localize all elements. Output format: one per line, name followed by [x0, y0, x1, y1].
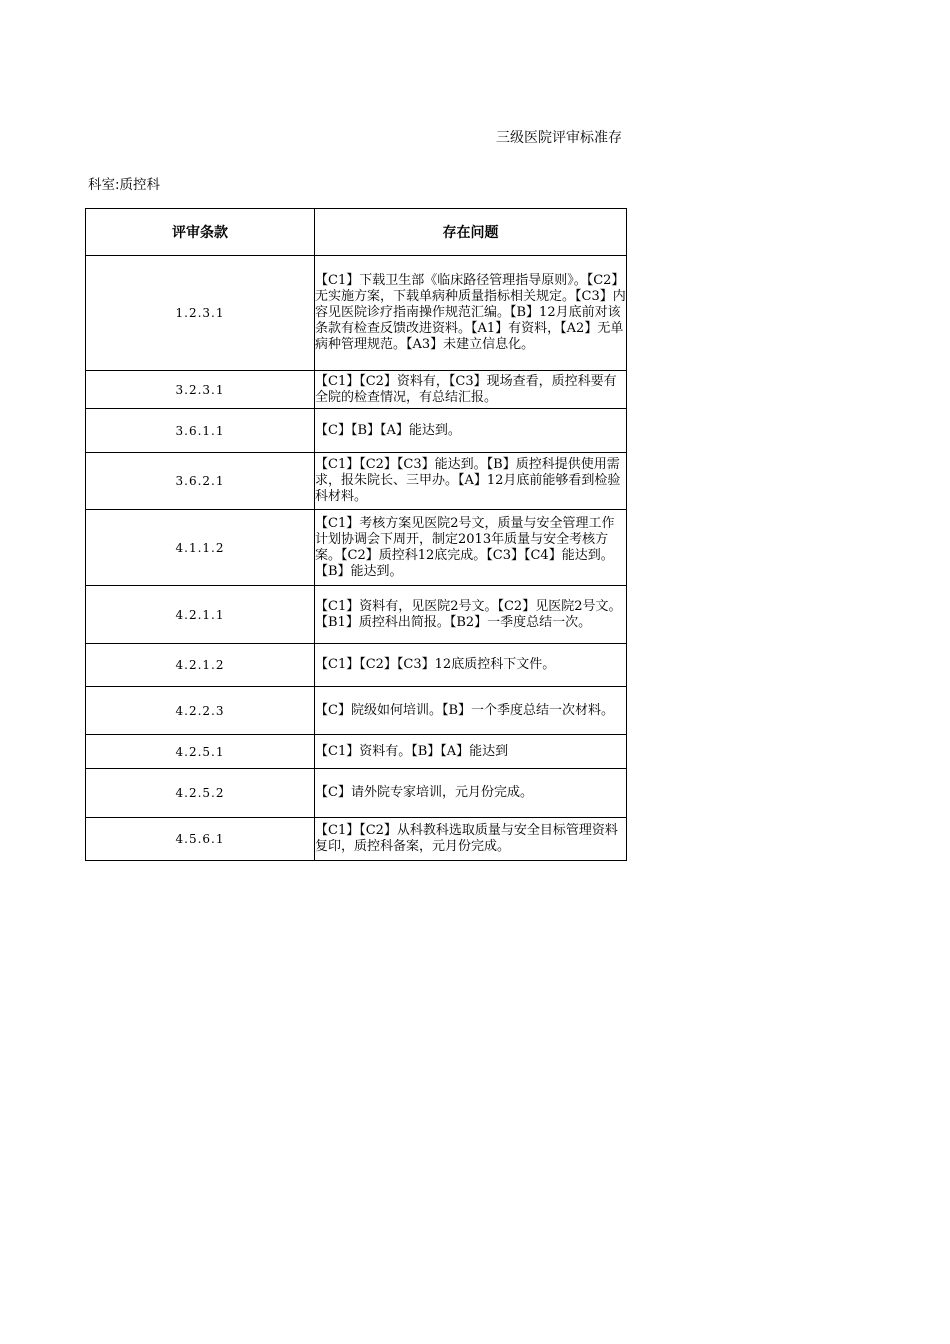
clause-cell: 3.6.2.1 [86, 453, 315, 510]
clause-cell: 3.6.1.1 [86, 409, 315, 453]
page-title: 三级医院评审标准存 [496, 130, 622, 146]
header-clause: 评审条款 [86, 209, 315, 256]
table-row [86, 256, 627, 371]
department-label: 科室:质控科 [88, 177, 161, 193]
table-row [86, 687, 627, 735]
table-row [86, 769, 627, 818]
table-row [86, 735, 627, 769]
header-issue: 存在问题 [315, 209, 627, 256]
clause-cell: 4.1.1.2 [86, 510, 315, 586]
table-row [86, 510, 627, 586]
table-row [86, 586, 627, 644]
issue-cell: 【C1】考核方案见医院2号文，质量与安全管理工作计划协调会下周开，制定2013年质量与安全考核方案。【C2】质控科12底完成。【C3】【C4】能达到。【B】能达到。 [315, 510, 627, 586]
issue-cell: 【C1】下载卫生部《临床路径管理指导原则》。【C2】无实施方案，下载单病种质量指标相关规定。【C3】内容见医院诊疗指南操作规范汇编。【B】12月底前对该条款有检查反馈改进资料。【A1】有资料，【A2】无单病种管理规范。【A3】未建立信息化。 [315, 256, 627, 371]
clause-cell: 1.2.3.1 [86, 256, 315, 371]
clause-cell: 4.2.5.2 [86, 769, 315, 818]
clause-cell: 4.2.1.1 [86, 586, 315, 644]
table-row [86, 453, 627, 510]
review-table [85, 208, 627, 861]
issue-cell: 【C】【B】【A】能达到。 [315, 409, 627, 453]
clause-cell: 4.2.5.1 [86, 735, 315, 769]
table-row [86, 371, 627, 409]
issue-cell: 【C1】【C2】【C3】12底质控科下文件。 [315, 644, 627, 687]
issue-cell: 【C】院级如何培训。【B】一个季度总结一次材料。 [315, 687, 627, 735]
clause-cell: 4.2.1.2 [86, 644, 315, 687]
table-row [86, 409, 627, 453]
clause-cell: 3.2.3.1 [86, 371, 315, 409]
table-row [86, 818, 627, 861]
clause-cell: 4.5.6.1 [86, 818, 315, 861]
issue-cell: 【C1】【C2】资料有，【C3】现场查看，质控科要有全院的检查情况，有总结汇报。 [315, 371, 627, 409]
clause-cell: 4.2.2.3 [86, 687, 315, 735]
issue-cell: 【C1】【C2】【C3】能达到。【B】质控科提供使用需求，报朱院长、三甲办。【A】12月底前能够看到检验科材料。 [315, 453, 627, 510]
issue-cell: 【C1】资料有。【B】【A】能达到 [315, 735, 627, 769]
table-row [86, 644, 627, 687]
issue-cell: 【C】请外院专家培训，元月份完成。 [315, 769, 627, 818]
table-header-row [86, 209, 627, 256]
issue-cell: 【C1】资料有，见医院2号文。【C2】见医院2号文。【B1】质控科出简报。【B2】一季度总结一次。 [315, 586, 627, 644]
issue-cell: 【C1】【C2】从科教科选取质量与安全目标管理资料复印，质控科备案，元月份完成。 [315, 818, 627, 861]
